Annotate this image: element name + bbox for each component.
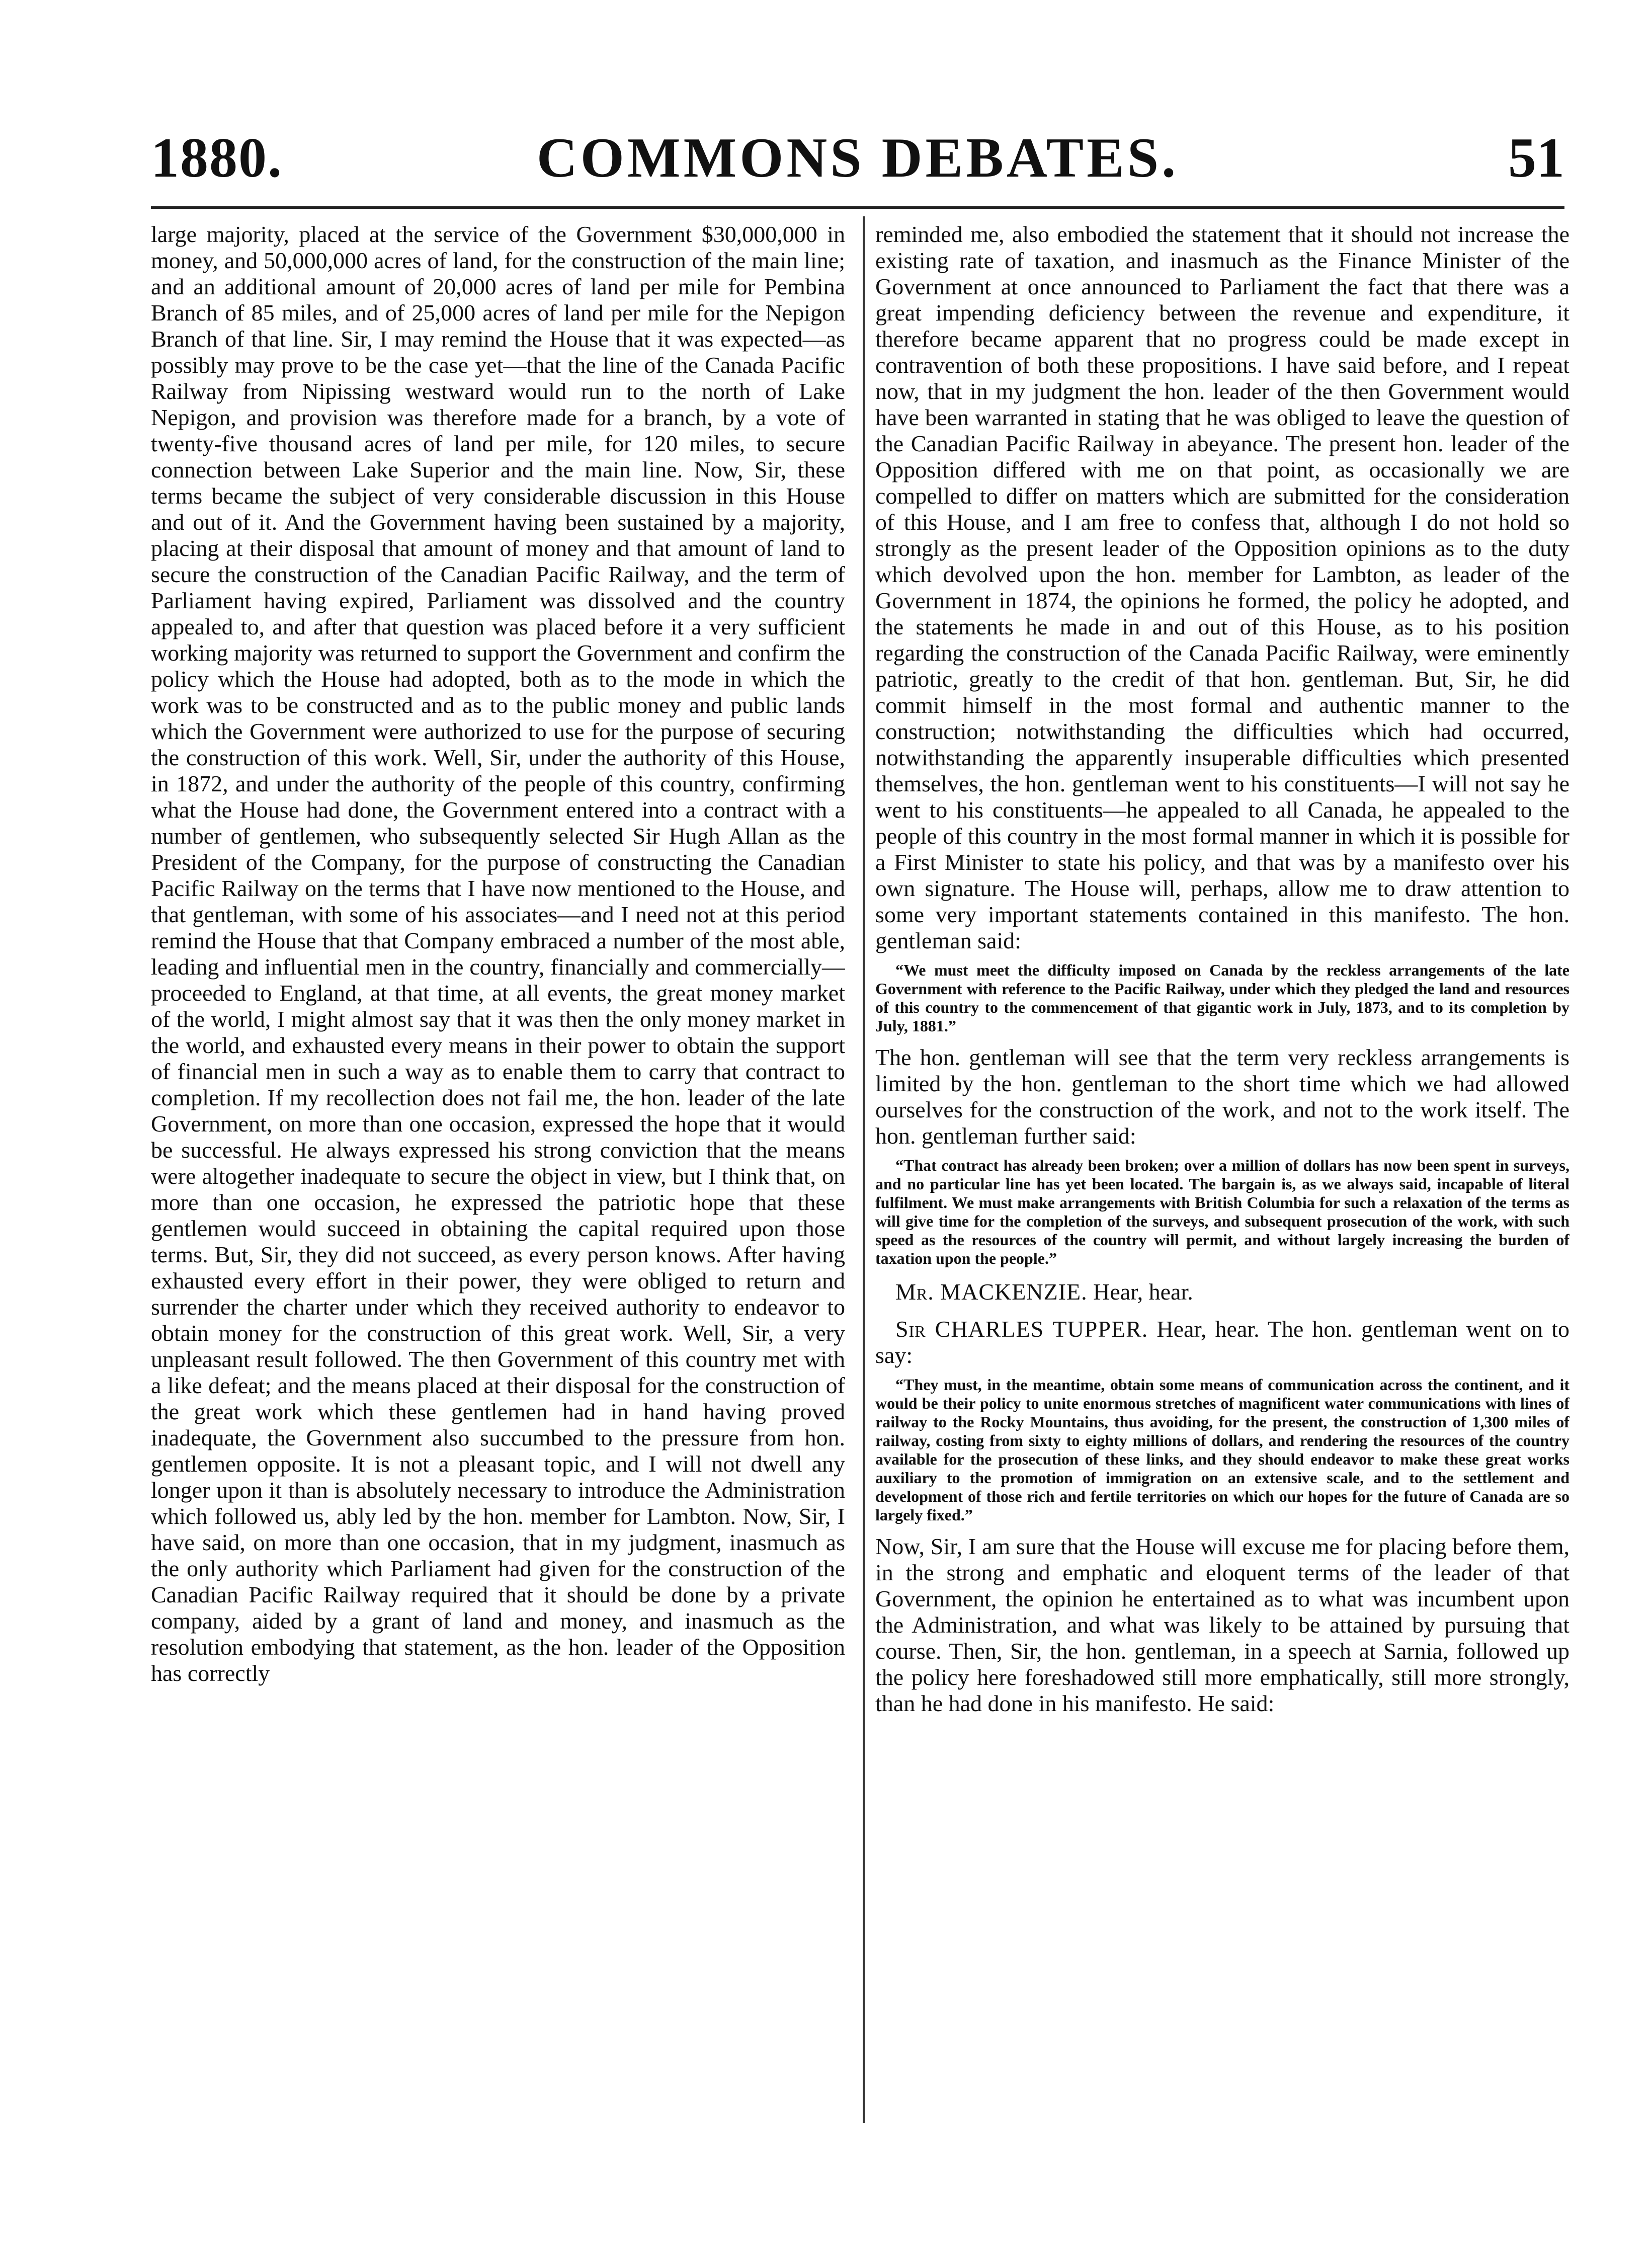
quote-manifesto-1: “We must meet the difficulty imposed on Canada by the reckless arrangements of the late Government with reference to the Pacific Railway, under which they pledged the land and resources of this country to the commencement of that gigantic work in July, 1873, and to its completion by July, 1881.” [875,961,1570,1035]
right-paragraph-3: Now, Sir, I am sure that the House will excuse me for placing before them, in the strong and emphatic and eloquent terms of the leader of that Government, the opinion he entertained as to what was incumbent upon the Administration, and what was likely to be attained by pursuing that course. Then, Sir, the hon. gentleman, in a speech at Sarnia, followed up the policy here foreshadowed still more emphatically, still more strongly, than he had done in his manifesto. He said: [875,1533,1570,1716]
left-paragraph-1: large majority, placed at the service of the Government $30,000,000 in money, and 50,000,000 acres of land, for the construction of the main line; and an additional amount of 20,000 acres of land per mile for Pembina Branch of 85 miles, and of 25,000 acres of land per mile for the Nepigon Branch of that line. Sir, I may remind the House that it was expected—as possibly may prove to be the case yet—that the line of the Canada Pacific Railway from Nipissing westward would run to the north of Lake Nepigon, and provision was therefore made for a branch, by a vote of twenty-five thousand acres of land per mile, for 120 miles, to secure connection between Lake Superior and the main line. Now, Sir, these terms became the subject of very considerable discussion in this House and out of it. And the Government having been sustained by a majority, placing at their disposal that amount of money and that amount of land to secure the construction of the Canadian Pacific Railway, and the term of Parliament having expired, Parliament was dissolved and the country appealed to, and after that question was placed before it a very sufficient working majority was returned to support the Government and confirm the policy which the House had adopted, both as to the mode in which the work was to be constructed and as to the public money and public lands which the Government were authorized to use for the purpose of securing the construction of this work. Well, Sir, under the authority of this House, in 1872, and under the authority of the people of this country, confirming what the House had done, the Government entered into a contract with a number of gentlemen, who subsequently selected Sir Hugh Allan as the President of the Company, for the purpose of constructing the Canadian Pacific Railway on the terms that I have now mentioned to the House, and that gentleman, with some of his associates—and I need not at this period remind the House that that Company embraced a number of the most able, leading and influential men in the country, financially and commercially—proceeded to England, at that time, at all events, the great money market of the world, I might almost say that it was then the only money market in the world, and exhausted every means in their power to obtain the support of financial men in such a way as to enable them to carry that contract to completion. If my recollection does not fail me, the hon. leader of the late Government, on more than one occasion, expressed the hope that it would be successful. He always expressed his strong conviction that the means were altogether inadequate to secure the object in view, but I think that, on more than one occasion, he expressed the patriotic hope that these gentlemen would succeed in obtaining the capital required upon those terms. But, Sir, they did not succeed, as every person knows. After having exhausted every effort in their power, they were obliged to return and surrender the charter under which they received authority to endeavor to obtain money for the construction of this great work. Well, Sir, a very unpleasant result followed. The then Government of this country met with a like defeat; and the means placed at their disposal for the construction of the great work which these gentlemen had in hand having proved inadequate, the Government also succumbed to the pressure from hon. gentlemen opposite. It is not a pleasant topic, and I will not dwell any longer upon it than is absolutely necessary to introduce the Administration which followed us, ably led by the hon. member for Lambton. Now, Sir, I have said, on more than one occasion, that in my judgment, inasmuch as the only authority which Parliament had given for the construction of the Canadian Pacific Railway required that it should be done by a private company, aided by a grant of land and money, and inasmuch as the resolution embodying that statement, as the hon. leader of the Opposition has correctly [151,221,845,1686]
quote-manifesto-3: “They must, in the meantime, obtain some means of communication across the continent, and it would be their policy to unite enormous stretches of magnificent water communications with lines of railway to the Rocky Mountains, thus avoiding, for the present, the construction of 1,300 miles of railway, costing from sixty to eighty millions of dollars, and rendering the resources of the country available for the prosecution of these links, and they should endeavor to make these great works auxiliary to the promotion of immigration on an extensive scale, and to the settlement and development of those rich and fertile territories on which our hopes for the future of Canada are so largely fixed.” [875,1376,1570,1524]
speaker-text: Hear, hear. The hon. gentleman went on to say: [875,1316,1570,1368]
speaker-name: Sir CHARLES TUPPER. [895,1316,1148,1342]
header-rule [151,206,1564,209]
quote-manifesto-2: “That contract has already been broken; over a million of dollars has now been spent in surveys, and no particular line has yet been located. The bargain is, as we always said, incapable of literal fulfilment. We must make arrangements with British Columbia for such a relaxation of the terms as will give time for the completion of the surveys, and subsequent prosecution of the work, with such speed as the resources of the country will permit, and without largely increasing the burden of taxation upon the people.” [875,1156,1570,1267]
header-title: COMMONS DEBATES. [536,127,1179,189]
column-divider [863,216,865,2123]
speaker-entry-tupper [875,1316,1570,1368]
speaker-text: Hear, hear. [1093,1279,1193,1305]
speaker-entry-mackenzie [875,1279,1570,1305]
speaker-name: Mr. MACKENZIE. [895,1279,1088,1305]
right-paragraph-1: reminded me, also embodied the statement that it should not increase the existing rate of taxation, and inasmuch as the Finance Minister of the Government at once announced to Parliament the fact that there was a great impending deficiency between the revenue and expenditure, it therefore became apparent that no progress could be made except in contravention of both these propositions. I have said before, and I repeat now, that in my judgment the hon. leader of the then Government would have been warranted in stating that he was obliged to leave the question of the Canadian Pacific Railway in abeyance. The present hon. leader of the Opposition differed with me on that point, as occasionally we are compelled to differ on matters which are submitted for the consideration of this House, and I am free to confess that, although I do not hold so strongly as the present leader of the Opposition opinions as to the duty which devolved upon the hon. member for Lambton, as leader of the Government in 1874, the opinions he formed, the policy he adopted, and the statements he made in and out of this House, as to his position regarding the construction of the Canada Pacific Railway, were eminently patriotic, greatly to the credit of that hon. gentleman. But, Sir, he did commit himself in the most formal and authentic manner to the construction; notwithstanding the difficulties which had occurred, notwithstanding the apparently insuperable difficulties which presented themselves, the hon. gentleman went to his constituents—I will not say he went to his constituents—he appealed to all Canada, he appealed to the people of this country in the most formal manner in which it is possible for a First Minister to state his policy, and that was by a manifesto over his own signature. The House will, perhaps, allow me to draw attention to some very important statements contained in this manifesto. The hon. gentleman said: [875,221,1570,953]
left-column [151,221,845,2123]
header-page-number: 51 [1508,127,1564,189]
right-paragraph-2: The hon. gentleman will see that the term very reckless arrangements is limited by the hon. gentleman to the short time which we had allowed ourselves for the construction of the work, and not to the work itself. The hon. gentleman further said: [875,1044,1570,1149]
header-year: 1880. [151,127,283,189]
page-header [151,126,1564,196]
right-column [875,221,1570,2123]
